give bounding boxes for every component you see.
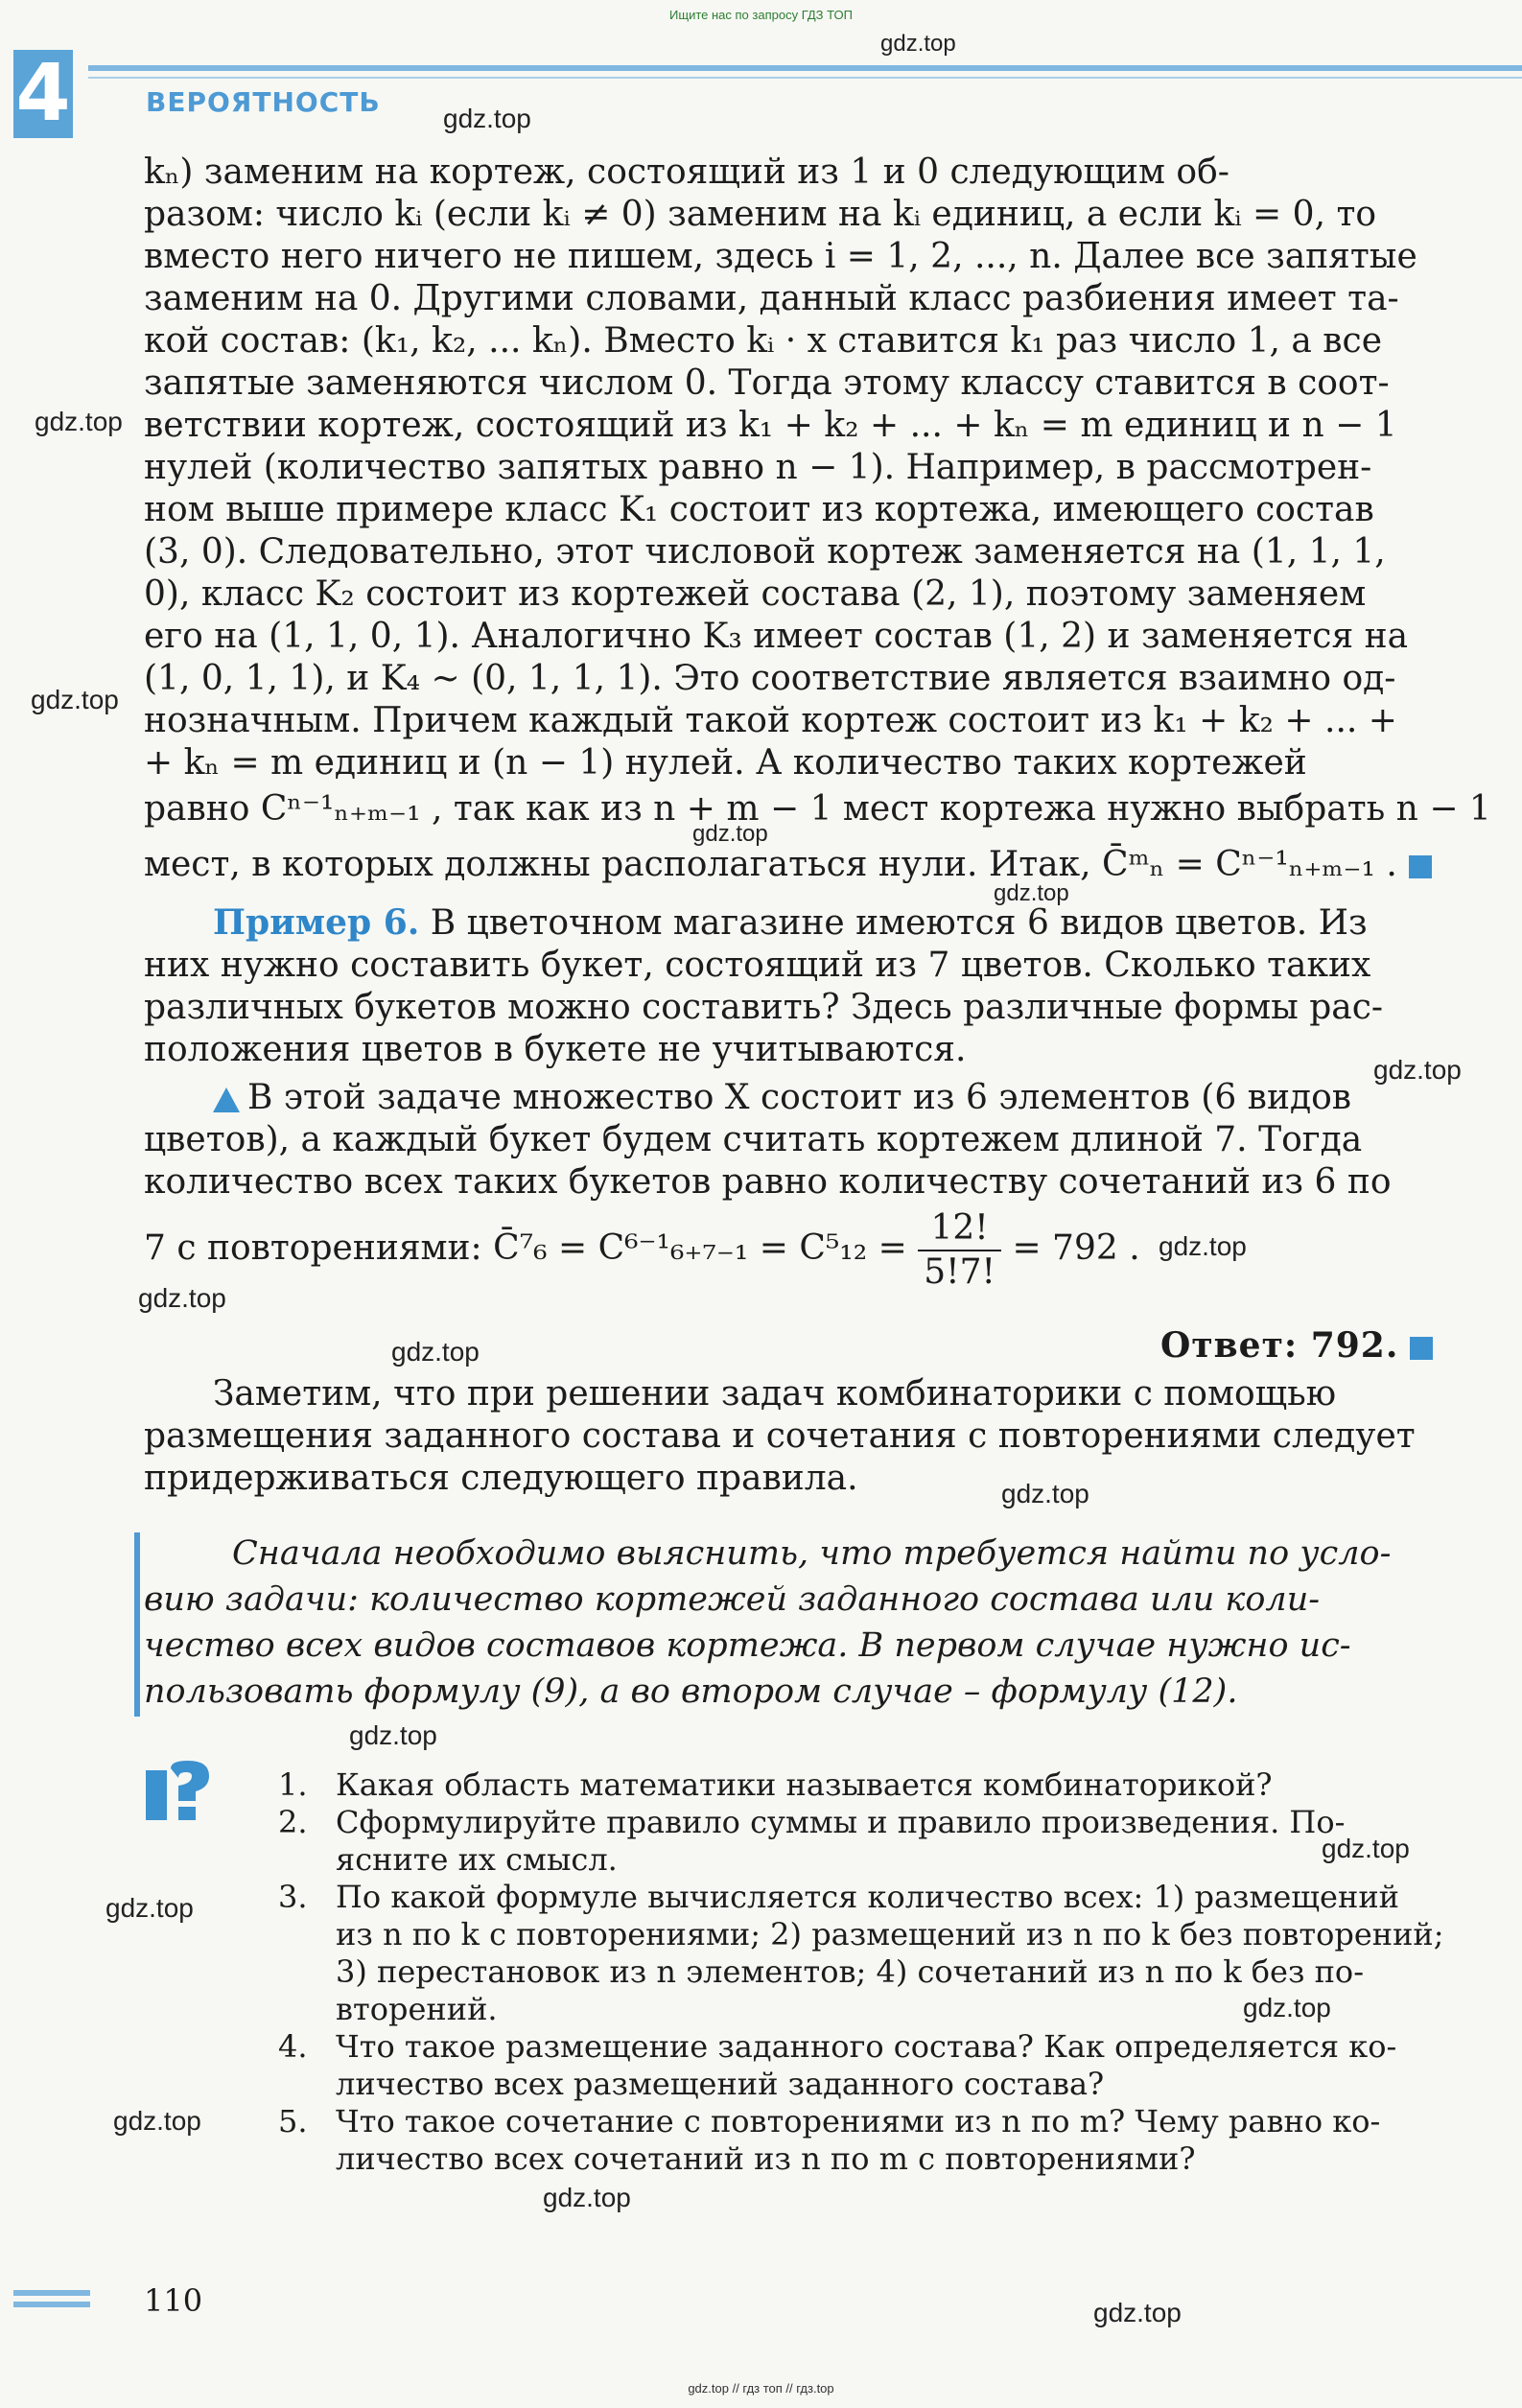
end-of-proof-square-icon (1409, 855, 1432, 878)
watermark: gdz.top (1243, 1993, 1331, 2022)
question-line: Что такое размещение заданного состава? Как определяется ко- (336, 2028, 1397, 2065)
text-line: запятые заменяются числом 0. Тогда этому классу ставится в соот- (144, 363, 1390, 403)
watermark: gdz.top (692, 821, 768, 847)
fraction-numerator: 12! (918, 1207, 1001, 1251)
bottom-note: gdz.top // гдз топ // гдз.top (688, 2381, 834, 2396)
solution-text: В этой задаче множество X состоит из 6 элементов (6 видов (247, 1078, 1352, 1117)
watermark: gdz.top (349, 1720, 437, 1750)
watermark: gdz.top (994, 880, 1069, 906)
question-item (278, 2103, 1477, 2178)
question-line: личество всех сочетаний из n по m с повторениями? (336, 2140, 1196, 2177)
question-line: 3) перестановок из n элементов; 4) сочетаний из n по k без по- (336, 1953, 1364, 1990)
text-line: заменим на 0. Другими словами, данный класс разбиения имеет та- (144, 279, 1399, 318)
questions-list (278, 1766, 1477, 2178)
text-line: разом: число kᵢ (если kᵢ ≠ 0) заменим на kᵢ единиц, а если kᵢ = 0, то (144, 195, 1377, 234)
chapter-number: 4 (13, 50, 73, 138)
watermark: gdz.top (543, 2183, 631, 2212)
watermark: gdz.top (1001, 1479, 1089, 1508)
question-item (278, 1804, 1477, 1879)
example-line: них нужно составить букет, состоящий из 7 цветов. Сколько таких (144, 946, 1371, 985)
text-line: 0), класс K₂ состоит из кортежей состава (2, 1), поэтому заменяем (144, 574, 1367, 614)
question-number: 3. (278, 1879, 308, 1915)
note-line: придерживаться следующего правила. (144, 1459, 858, 1498)
question-line: По какой формуле вычисляется количество всех: 1) размещений (336, 1879, 1399, 1915)
watermark: gdz.top (35, 407, 123, 436)
note-block (144, 1373, 1477, 1500)
question-line: Что такое сочетание с повторениями из n по m? Чему равно ко- (336, 2103, 1381, 2139)
watermark: gdz.top (1322, 1834, 1410, 1863)
watermark: gdz.top (138, 1283, 226, 1313)
rule-block (144, 1531, 1477, 1715)
question-line: вторений. (336, 1991, 498, 2027)
watermark: gdz.top (113, 2106, 201, 2136)
top-note: Ищите нас по запросу ГДЗ ТОП (669, 8, 853, 22)
watermark: gdz.top (1159, 1231, 1247, 1261)
text-line: нулей (количество запятых равно n − 1). Например, в рассмотрен- (144, 448, 1372, 487)
questions-icon (146, 1761, 213, 1820)
formula-main: C̄⁷₆ = C⁶⁻¹₆₊₇₋₁ = C⁵₁₂ = (493, 1228, 907, 1268)
formula-prefix: 7 с повторениями: (144, 1228, 482, 1268)
solution-line: цветов), а каждый букет будем считать кортежем длиной 7. Тогда (144, 1120, 1363, 1159)
question-number: 4. (278, 2028, 308, 2065)
text-line-content: мест, в которых должны располагаться нули. Итак, C̄ᵐₙ = Cⁿ⁻¹ₙ₊ₘ₋₁ . (144, 845, 1397, 884)
text-line: ветствии кортеж, состоящий из k₁ + k₂ + ... + kₙ = m единиц и n − 1 (144, 406, 1397, 445)
question-item (278, 2028, 1477, 2103)
solution-line: количество всех таких букетов равно количеству сочетаний из 6 по (144, 1162, 1392, 1202)
note-line: Заметим, что при решении задач комбинаторики с помощью (213, 1374, 1337, 1414)
question-line: ясните их смысл. (336, 1841, 618, 1878)
text-line: равно Cⁿ⁻¹ₙ₊ₘ₋₁ , так как из n + m − 1 мест кортежа нужно выбрать n − 1 (144, 789, 1491, 829)
watermark: gdz.top (1093, 2298, 1182, 2327)
example-block (144, 901, 1477, 1294)
end-of-solution-square-icon (1410, 1337, 1433, 1360)
fraction-denominator: 5!7! (924, 1252, 995, 1292)
example-line: положения цветов в букете не учитываются. (144, 1030, 967, 1069)
solution-first-line (144, 1077, 1477, 1119)
rule-accent-bar (134, 1532, 140, 1717)
header-band-thin (88, 77, 1522, 79)
example-line: различных букетов можно составить? Здесь различные формы рас- (144, 988, 1384, 1027)
text-line: вместо него ничего не пишем, здесь i = 1, 2, ..., n. Далее все запятые (144, 237, 1417, 276)
page-number: 110 (144, 2282, 203, 2319)
question-item (278, 1766, 1477, 1804)
page-number-bars (13, 2290, 90, 2313)
question-line: Какая область математики называется комбинаторикой? (336, 1766, 1273, 1803)
rule-line: чество всех видов составов кортежа. В первом случае нужно ис- (144, 1626, 1351, 1665)
example-label: Пример 6. (213, 902, 420, 943)
text-line: (3, 0). Следовательно, этот числовой кортеж заменяется на (1, 1, 1, (144, 532, 1386, 572)
text-line: кой состав: (k₁, k₂, ... kₙ). Вместо kᵢ · x ставится k₁ раз число 1, а все (144, 321, 1383, 361)
text-line: ном выше примере класс K₁ состоит из кортежа, имеющего состав (144, 490, 1374, 529)
watermark: gdz.top (105, 1893, 194, 1923)
rule-line: вию задачи: количество кортежей заданного состава или коли- (144, 1580, 1321, 1619)
chapter-title: ВЕРОЯТНОСТЬ (146, 86, 381, 118)
text-line: + kₙ = m единиц и (n − 1) нулей. А количество таких кортежей (144, 743, 1307, 783)
watermark: gdz.top (1373, 1055, 1462, 1085)
watermark: gdz.top (391, 1337, 480, 1367)
text-line: kₙ) заменим на кортеж, состоящий из 1 и 0 следующим об- (144, 152, 1229, 192)
header-band (88, 65, 1522, 71)
answer-line (1160, 1325, 1433, 1366)
watermark: gdz.top (880, 31, 956, 57)
fraction (918, 1207, 1001, 1294)
question-number: 5. (278, 2103, 308, 2139)
text-line: (1, 0, 1, 1), и K₄ ~ (0, 1, 1, 1). Это соответствие является взаимно од- (144, 659, 1396, 698)
text-line: его на (1, 1, 0, 1). Аналогично K₃ имеет состав (1, 2) и заменяется на (144, 617, 1409, 656)
rule-line: пользовать формулу (9), а во втором случае – формулу (12). (144, 1672, 1238, 1711)
text-line: нозначным. Причем каждый такой кортеж состоит из k₁ + k₂ + ... + (144, 701, 1397, 740)
formula-line (144, 1207, 1477, 1294)
rule-line: Сначала необходимо выяснить, что требуется найти по усло- (232, 1534, 1392, 1573)
question-line: из n по k с повторениями; 2) размещений из n по k без повторений; (336, 1916, 1444, 1952)
answer-text: Ответ: 792. (1160, 1325, 1399, 1366)
body-text (144, 152, 1491, 886)
question-line: личество всех размещений заданного состава? (336, 2066, 1105, 2102)
note-line: размещения заданного состава и сочетания с повторениями следует (144, 1416, 1416, 1456)
question-number: 2. (278, 1804, 308, 1840)
question-item (278, 1879, 1477, 2028)
watermark: gdz.top (31, 685, 119, 714)
solution-start-triangle-icon (213, 1087, 240, 1112)
formula-result: = 792 . (1012, 1228, 1140, 1268)
example-text: В цветочном магазине имеются 6 видов цветов. Из (419, 903, 1368, 943)
example-first-line (144, 901, 1477, 945)
question-line: Сформулируйте правило суммы и правило произведения. По- (336, 1804, 1346, 1840)
question-number: 1. (278, 1766, 308, 1803)
watermark: gdz.top (443, 104, 531, 133)
text-line (144, 844, 1477, 886)
